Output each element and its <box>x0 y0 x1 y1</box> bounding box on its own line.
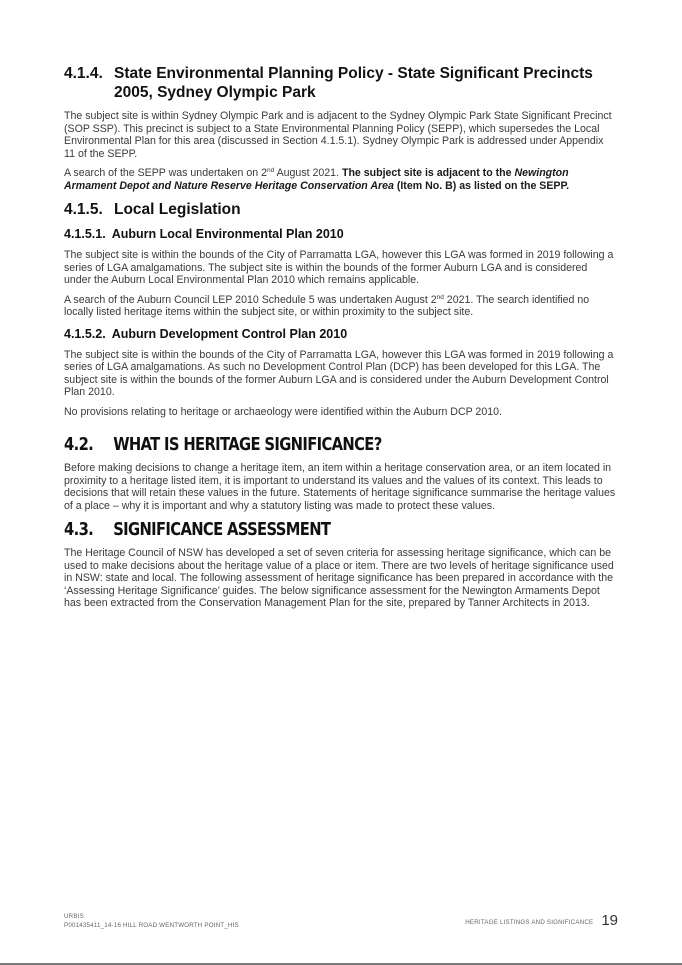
heading-title: Auburn Development Control Plan 2010 <box>111 326 348 341</box>
heading-number: 4.1.5.1. <box>64 227 106 241</box>
heading-number: 4.1.4. <box>64 65 103 82</box>
heading-title: Local Legislation <box>114 201 241 218</box>
paragraph: Before making decisions to change a heritage item, an item within a heritage conservation area, or an item located in proximity to a heritage listed item, it is important to understand its values and the values of its context. This leads to decisions that will retain these values in the future. Statements of heritage significance summarise the heritage values of a place – why it is important and why a statutory listing was made to protect these values. <box>64 462 616 512</box>
footer-project: P001435411_14-16 HILL ROAD WENTWORTH POINT_HIS <box>64 922 239 929</box>
footer-section: HERITAGE LISTINGS AND SIGNIFICANCE <box>465 919 594 926</box>
bold-run: (Item No. B) as listed on the SEPP. <box>393 179 570 192</box>
text-run: 2021. The search identified no locally listed heritage items within the subject site, or within proximity to the subject site. <box>64 293 590 318</box>
heading-title: State Environmental Planning Policy - State Significant Precincts 2005, Sydney Olympic Park <box>114 65 593 101</box>
heading-title: Auburn Local Environmental Plan 2010 <box>111 227 344 241</box>
bold-italic-run: Newington Armament Depot and Nature Reserve Heritage Conservation Area <box>64 167 569 192</box>
superscript: nd <box>436 293 444 301</box>
superscript: nd <box>266 167 275 174</box>
footer-right <box>465 913 618 929</box>
page-content <box>64 64 616 617</box>
heading-number: 4.3. <box>64 519 94 540</box>
paragraph <box>64 294 616 319</box>
heading-title: WHAT IS HERITAGE SIGNIFICANCE? <box>113 434 382 455</box>
text-run: August 2021. <box>274 167 342 179</box>
page-number: 19 <box>601 912 618 929</box>
text-run: A search of the Auburn Council LEP 2010 Schedule 5 was undertaken August 2 <box>64 293 437 306</box>
heading-number: 4.2. <box>64 434 94 455</box>
paragraph <box>64 167 616 192</box>
paragraph: The subject site is within the bounds of the City of Parramatta LGA, however this LGA was formed in 2019 following a series of LGA amalgamations. As such no Development Control Plan (DCP) has been developed for this LGA. The subject site is within the bounds of the former Auburn LGA and is considered under the Auburn Development Control Plan 2010. <box>64 348 614 398</box>
text-run: A search of the SEPP was undertaken on 2 <box>64 167 267 179</box>
heading-4-1-4 <box>64 64 616 102</box>
paragraph: No provisions relating to heritage or archaeology were identified within the Auburn DCP 2010. <box>64 405 502 418</box>
bold-run: The subject site is adjacent to the <box>341 167 515 179</box>
heading-title: SIGNIFICANCE ASSESSMENT <box>113 519 331 540</box>
heading-4-1-5-1 <box>64 227 616 242</box>
heading-4-3 <box>64 519 517 541</box>
paragraph: The subject site is within the bounds of the City of Parramatta LGA, however this LGA was formed in 2019 following a series of LGA amalgamations. The subject site is within the bounds of the former Auburn LGA and is considered under the Auburn Local Environmental Plan 2010 which remains applicable. <box>64 249 614 286</box>
heading-4-1-5 <box>64 200 616 219</box>
footer-company: URBIS <box>64 913 84 920</box>
heading-number: 4.1.5.2. <box>64 326 106 341</box>
heading-4-2 <box>64 434 517 456</box>
paragraph: The subject site is within Sydney Olympic Park and is adjacent to the Sydney Olympic Park State Significant Precinct (SOP SSP). This precinct is subject to a State Environmental Planning Policy (SEPP), which supersedes the Local Environmental Plan for this area (discussed in Section 4.1.5.1). Sydney Olympic Park is addressed under Appendix 11 of the SEPP. <box>64 110 612 160</box>
paragraph: The Heritage Council of NSW has developed a set of seven criteria for assessing heritage significance, which can be used to make decisions about the heritage value of a place or item. There are two levels of heritage significance used in NSW: state and local. The following assessment of heritage significance has been prepared in accordance with the ‘Assessing Heritage Significance’ guides. The below significance assessment for the Newington Armaments Depot has been extracted from the Conservation Management Plan for the site, prepared by Tanner Architects in 2013. <box>64 547 614 609</box>
footer-left <box>64 912 239 930</box>
heading-4-1-5-2 <box>64 327 616 342</box>
heading-number: 4.1.5. <box>64 201 103 218</box>
